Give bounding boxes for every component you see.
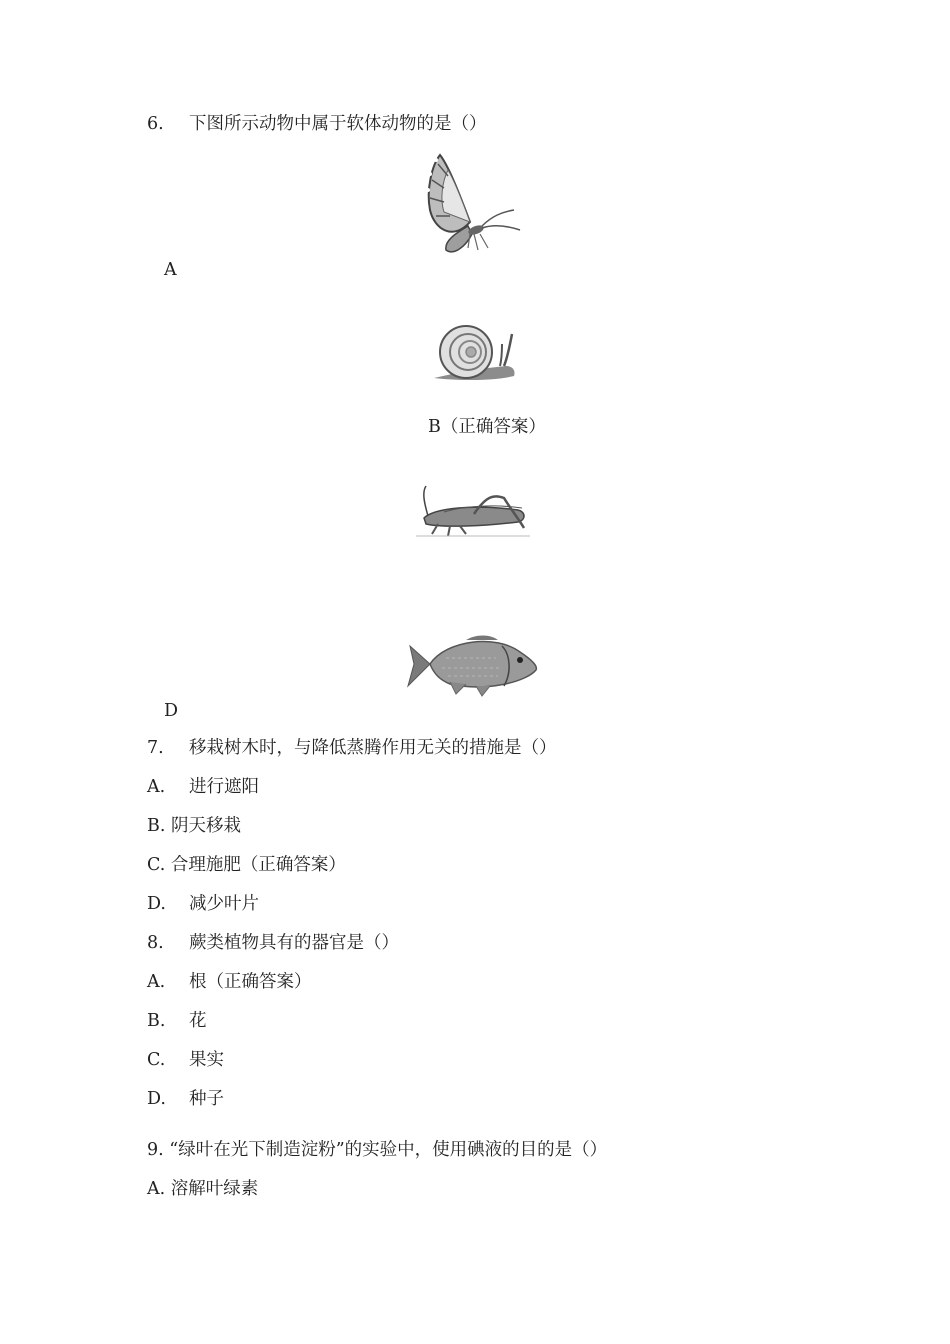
- option-text: A. 溶解叶绿素: [147, 1179, 259, 1199]
- option-d-image: [406, 632, 542, 698]
- option-text: 减少叶片: [189, 894, 259, 914]
- question-text: 下图所示动物中属于软体动物的是（）: [189, 114, 487, 134]
- option-letter: C.: [147, 1050, 166, 1070]
- question-text: 蕨类植物具有的器官是（）: [189, 933, 399, 953]
- option-letter: A.: [147, 972, 166, 992]
- question-text: 9. “绿叶在光下制造淀粉”的实验中，使用碘液的目的是（）: [147, 1140, 608, 1160]
- option-letter: A.: [147, 777, 166, 797]
- snail-icon: [430, 320, 520, 384]
- option-text: C. 合理施肥（正确答案）: [147, 855, 346, 875]
- fish-icon: [406, 632, 542, 698]
- option-c-image: [414, 484, 534, 540]
- option-text: 果实: [189, 1050, 224, 1070]
- option-b-label: B（正确答案）: [428, 417, 546, 437]
- question-number: 7.: [147, 738, 164, 758]
- option-text: B. 阴天移栽: [147, 816, 241, 836]
- option-letter: D.: [147, 1089, 166, 1109]
- question-text: 移栽树木时，与降低蒸腾作用无关的措施是（）: [189, 738, 557, 758]
- option-text: 进行遮阳: [189, 777, 259, 797]
- option-text: 种子: [189, 1089, 224, 1109]
- option-b-image: [430, 320, 520, 384]
- question-number: 6.: [147, 114, 164, 134]
- option-letter: D.: [147, 894, 166, 914]
- option-a-label: A: [164, 260, 177, 280]
- question-number: 8.: [147, 933, 164, 953]
- option-d-label: D: [164, 701, 179, 721]
- butterfly-icon: [418, 150, 528, 258]
- grasshopper-icon: [414, 484, 534, 540]
- option-text: 花: [189, 1011, 207, 1031]
- option-a-image: [418, 150, 528, 258]
- option-letter: B.: [147, 1011, 166, 1031]
- option-text: 根（正确答案）: [189, 972, 312, 992]
